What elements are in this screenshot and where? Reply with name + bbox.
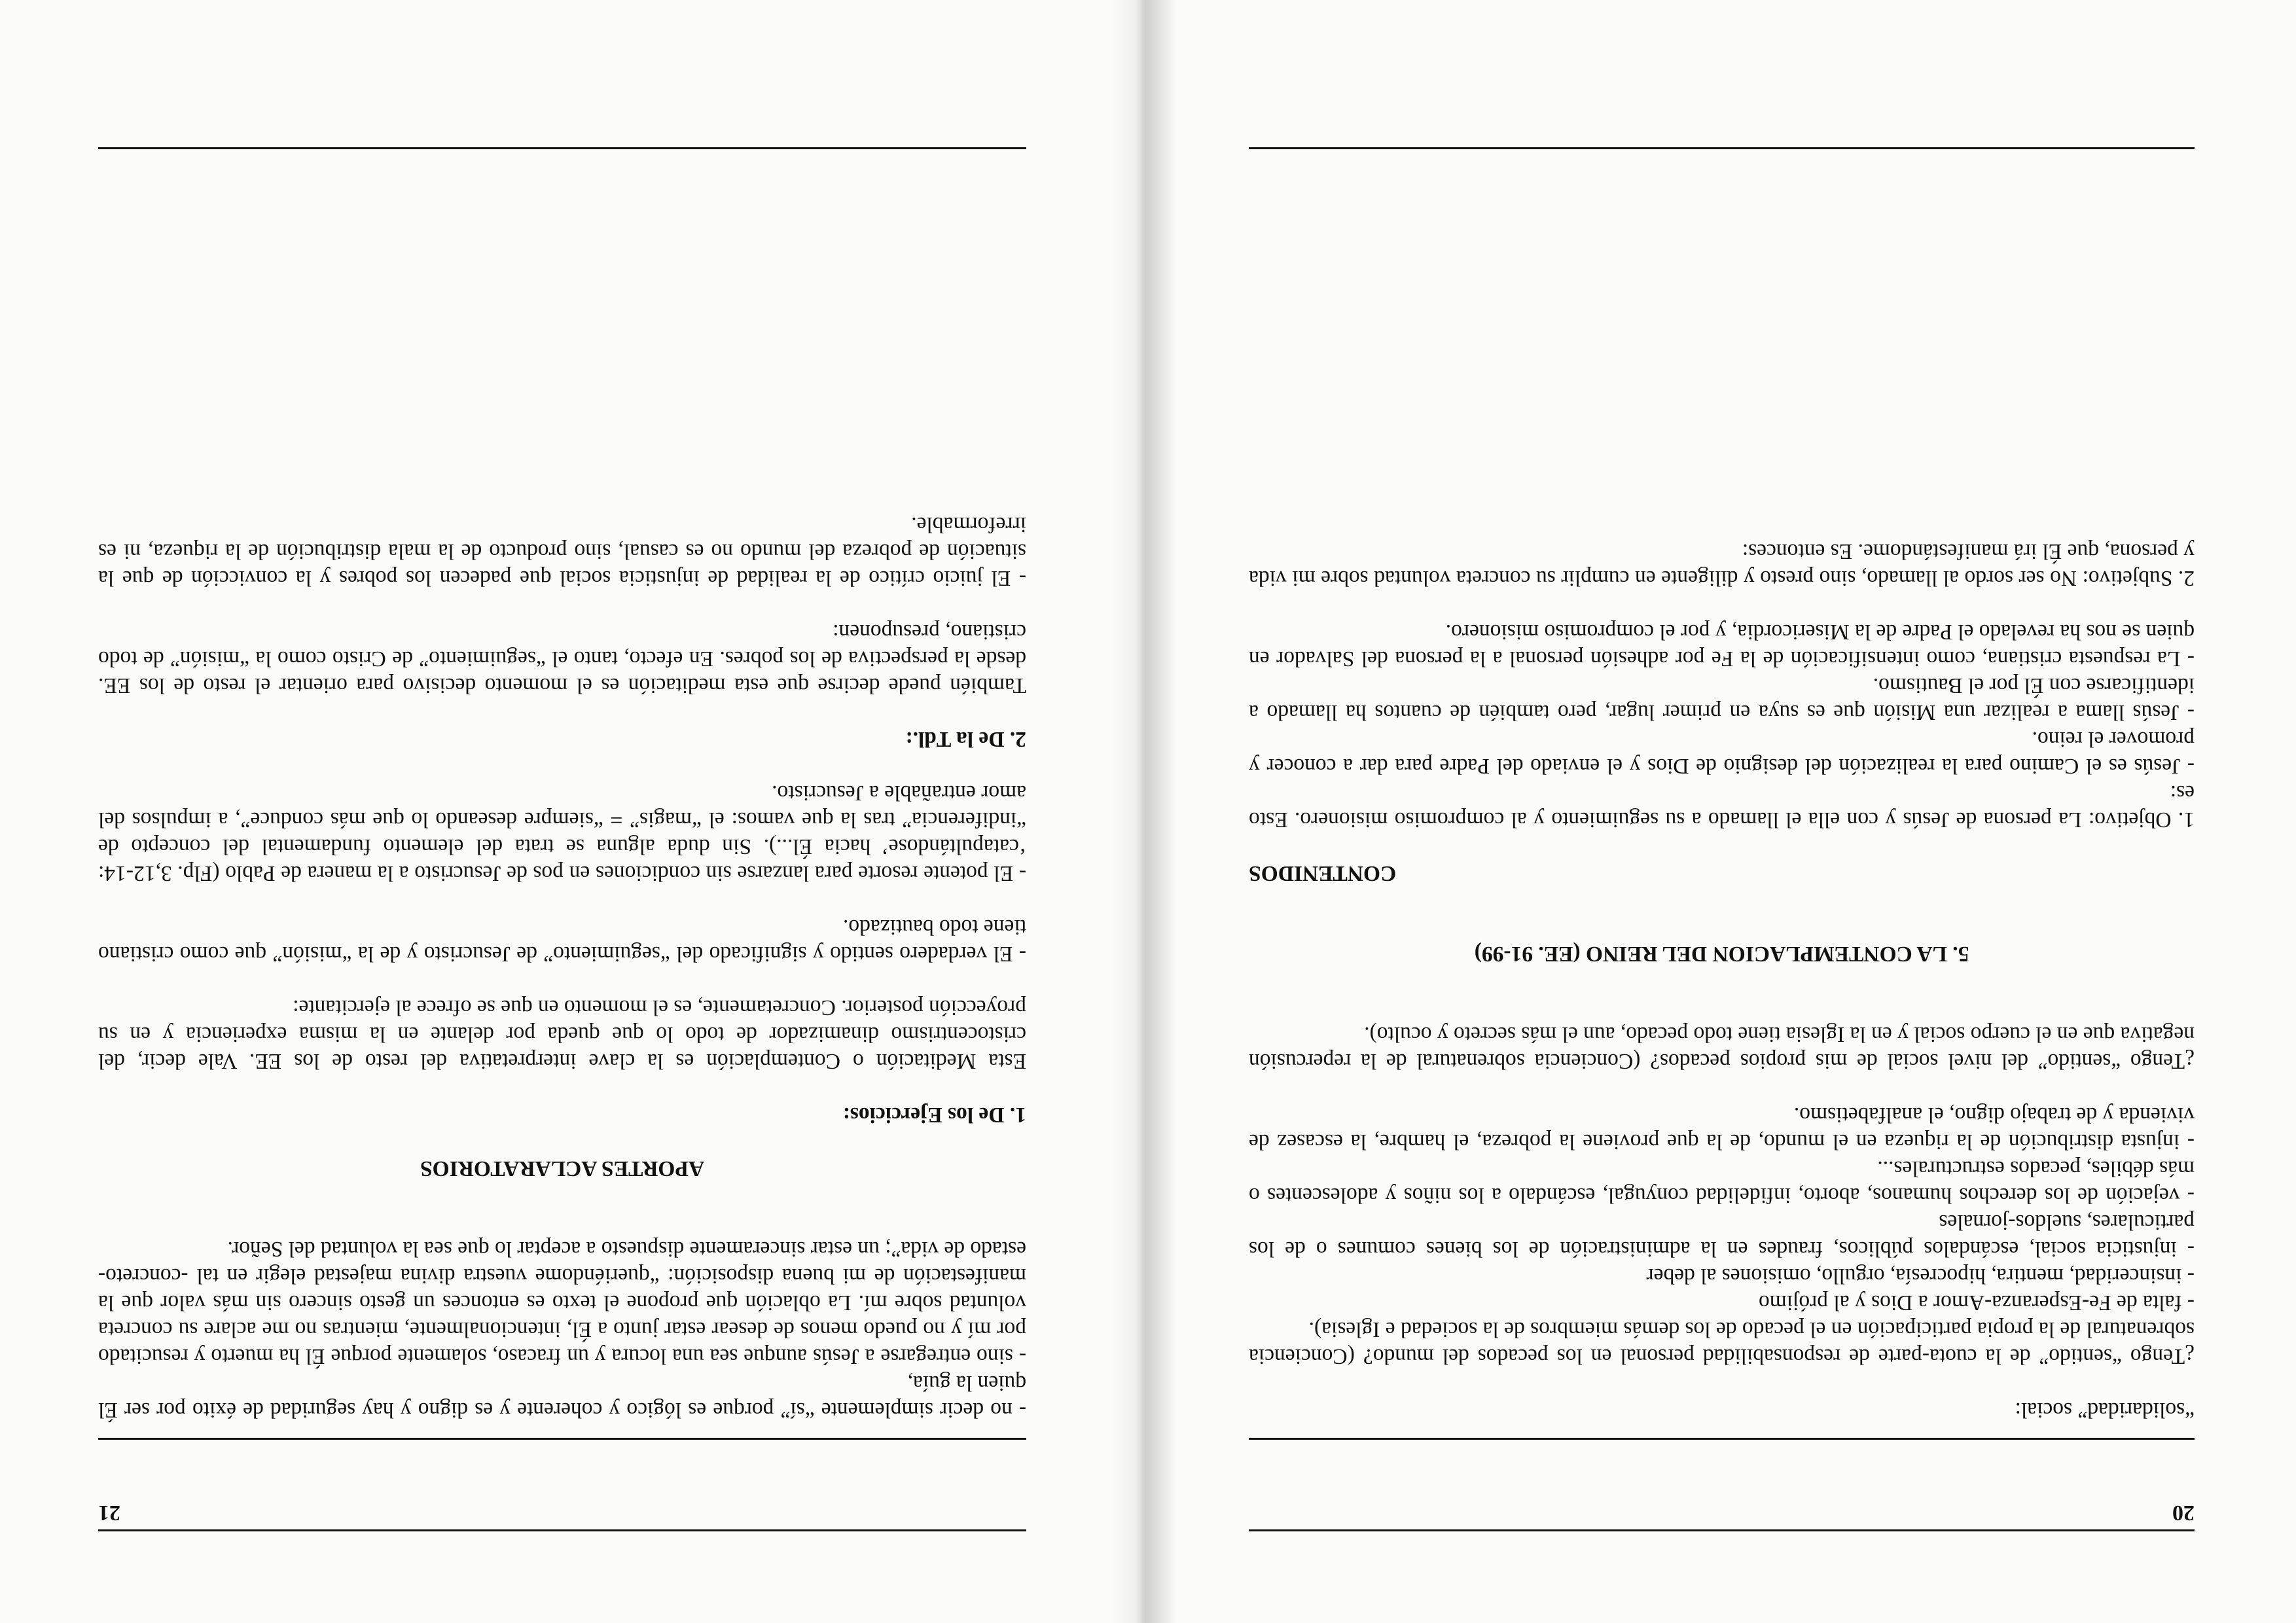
page-20 [1144,0,2296,1623]
header-rule [98,1529,1026,1531]
footer-rule [1249,147,2195,149]
paragraph: “solidaridad” social: [2015,1398,2195,1422]
paragraph: ¿Tengo “sentido” del nivel social de mis propios pecados? (Conciencia sobrenatural de la repercusión negativa que en el cuerpo social y en la Iglesia tiene todo pecado, aun el más secreto y oculto). [1249,1022,2195,1073]
subheading: 2. De la Tdl.: [905,727,1026,751]
page-header [1249,1438,2195,1531]
page-21-body [98,511,1026,1423]
page-number: 21 [98,1501,120,1525]
list-item: - vejación de los derechos humanos, aborto, infidelidad conyugal, escándalo a los niños y adolescentes o más débiles, pecados estructurales... [1249,1156,2195,1207]
list-item: - injusticia social, escándalos públicos, fraudes en la administración de los bienes comunes o de los particulares, sueldos-jornales [1249,1210,2195,1261]
list-item: - falta de Fe-Esperanza-Amor a Dios y al prójimo [1758,1291,2195,1315]
list-item: - Jesús es el Camino para la realización del designio de Dios y el enviado del Padre para dar a conocer y promover el reino. [1249,727,2195,778]
list-item: - injusta distribución de la riqueza en el mundo, de la que proviene la pobreza, el hambre, la escasez de vivienda y de trabajo digno, el analfabetismo. [1249,1103,2195,1154]
list-item: - El verdadero sentido y significado del “seguimiento” de Jesucristo y de la “misión” que como cristiano tiene todo bautizado. [98,915,1026,966]
list-item: - El potente resorte para lanzarse sin condiciones en pos de Jesucristo a la manera de Pablo (Flp. 3,12-14: ‘catapultándose’ hacia Él...). Sin duda alguna se trata del elemento fundamental del concepto de “indiferencia” tras la que vamos: el “magis” = “siempre deseando lo que más conduce”, a impulsos del amor entrañable a Jesucristo. [98,781,1026,885]
subheading: 1. De los Ejercicios: [842,1103,1026,1127]
page-number: 20 [2172,1501,2195,1525]
list-item: - La respuesta cristiana, como intensificación de la Fe por adhesión personal a la persona del Salvador en quien se nos ha revelado el Padre de la Misericordia, y por el compromiso misionero. [1249,620,2195,671]
list-item: - sino entregarse a Jesús aunque sea una locura y un fracaso, solamente porque Él ha muerto y resucitado por mí y no puedo menos de desear estar junto a Él, intencionalmente, mientras no me aclare su concreta voluntad sobre mí. La oblación que propone el texto es entonces un gesto sincero sin más valor que la manifestación de mi buena disposición: “queriéndome vuestra divina majestad elegir en tal -concreto- estado de vida”; un estar sinceramente dispuesto a aceptar lo que sea la voluntad del Señor. [98,1237,1026,1368]
contents-heading: CONTENIDOS [1249,861,1397,885]
subjective-paragraph: 2. Subjetivo: No ser sordo al llamado, sino presto y diligente en cumplir su concreta voluntad sobre mi vida y persona, que Él irá manifestándome. Es entonces: [1249,539,2195,590]
paragraph: ¿Tengo “sentido” de la cuota-parte de responsabilidad personal en los pecados del mundo? (Conciencia sobrenatural de la propia participación en el pecado de los demás miembros de la sociedad e Iglesia). [1249,1317,2195,1368]
list-item: - no decir simplemente “sí” porque es lógico y coherente y es digno y hay seguridad de éxito por ser Él quien la guía, [98,1371,1026,1422]
footer-rule [98,147,1026,149]
paragraph: También puede decirse que esta meditación es el momento decisivo para orientar el resto de los EE. desde la perspectiva de los pobres. En efecto, tanto el “seguimiento” de Cristo como la “misión” de todo cristiano, presuponen: [98,620,1026,698]
page-21 [0,0,1144,1623]
header-rule [1249,1529,2195,1531]
objective-paragraph: 1. Objetivo: La persona de Jesús y con ella el llamado a su seguimiento y al compromiso misionero. Esto es: [1249,781,2195,832]
section-title: 5. LA CONTEMPLACION DEL REINO (EE. 91-99) [1474,942,1969,966]
page-20-body [1249,538,2195,1423]
heading: APORTES ACLARATORIOS [420,1156,705,1181]
page-header [98,1438,1026,1531]
list-item: - insinceridad, mentira, hipocresía, orgullo, omisiones al deber [1646,1264,2195,1288]
paragraph: Esta Meditación o Contemplación es la clave interpretativa del resto de los EE. Vale decir, del cristocentrismo dinamizador de todo lo que queda por delante en la misma experiencia y en su proyección posterior. Concretamente, es el momento en que se ofrece al ejercitante: [98,995,1026,1073]
list-item: - El juicio crítico de la realidad de injusticia social que padecen los pobres y la convicción de que la situación de pobreza del mundo no es casual, sino producto de la mala distribución de la riqueza, ni es irreformable. [98,512,1026,590]
list-item: - Jesús llama a realizar una Misión que es suya en primer lugar, pero también de cuantos ha llamado a identificarse con Él por el Bautismo. [1249,673,2195,724]
